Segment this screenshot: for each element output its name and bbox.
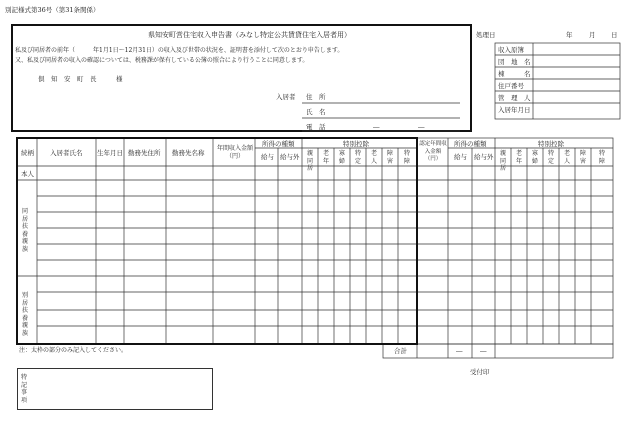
- header-special-deduction: 特別控除: [343, 140, 369, 148]
- total-dash-1: ―: [456, 347, 463, 355]
- header-resident-name: 入居者氏名: [50, 149, 83, 157]
- processing-day: 日: [611, 31, 618, 39]
- sd-col-specific: 特定: [354, 150, 361, 165]
- header-annual-income: 年間収入金額（円）: [216, 145, 253, 160]
- row-group-separate: 別居扶養親族: [21, 292, 28, 337]
- sd-col-elderly: 老人: [370, 150, 377, 165]
- total-dash-2: ―: [480, 347, 487, 355]
- sd-col-disability: 障害: [386, 150, 393, 165]
- admin-row-income-ledger: 収入原簿: [498, 46, 524, 54]
- processing-year: 年: [566, 31, 573, 39]
- declaration-line-1: 私及び同居者の前年（ 年1月1日～12月31日）の収入及び世帯の状況を、証明書を添付して次のとおり申告します。: [15, 47, 344, 54]
- header-non-salary: 給与外: [280, 153, 300, 161]
- header-salary: 給与: [261, 153, 274, 161]
- processing-date-label: 処理日: [476, 31, 496, 39]
- header-birth-date: 生年月日: [97, 149, 123, 157]
- applicant-label: 入居者: [276, 93, 296, 101]
- header-income-type-2: 所得の種類: [454, 140, 487, 148]
- sd2-col-widow: 寡婦: [531, 150, 538, 165]
- sd2-col-parent-cohabit: 親同居: [499, 150, 506, 172]
- header-special-deduction-2: 特別控除: [538, 140, 564, 148]
- sd2-col-specific: 特定: [547, 150, 554, 165]
- sd2-col-special-disability: 特障: [598, 150, 605, 165]
- header-income-type: 所得の種類: [262, 140, 295, 148]
- remarks-label: 特記事項: [20, 374, 27, 404]
- phone-dash-2: ―: [418, 123, 425, 131]
- header-certified-income: 認定年間収入金額（円）: [419, 141, 447, 162]
- note: 注：太枠の部分のみ記入してください。: [19, 347, 128, 354]
- sd2-col-elderly-year: 老年: [515, 150, 522, 165]
- total-label: 合計: [394, 347, 407, 355]
- name-label: 氏 名: [306, 108, 326, 116]
- phone-label: 電 話: [306, 123, 326, 131]
- row-group-cohabitant: 同居扶養親族: [21, 208, 28, 253]
- sd-col-parent-cohabit: 親同居: [306, 150, 313, 172]
- form-title: 県知安町営住宅収入申告書（みなし特定公共賃貸住宅入居者用）: [148, 31, 351, 39]
- form-id: 別記様式第36号（第31条関係）: [5, 6, 100, 14]
- sd2-col-elderly: 老人: [563, 150, 570, 165]
- sd-col-widow: 寡婦: [338, 150, 345, 165]
- declaration-line-2: 又、私及び同居者の収入の確認については、税務課が保有している公簿の照合により行うことに同意します。: [15, 57, 309, 64]
- processing-month: 月: [589, 31, 596, 39]
- remarks-box[interactable]: [17, 368, 213, 410]
- sd-col-elderly-year: 老年: [322, 150, 329, 165]
- admin-row-unit-number: 住戸番号: [498, 82, 524, 90]
- sd-col-special-disability: 特障: [403, 150, 410, 165]
- admin-row-building-name: 棟 名: [498, 70, 531, 78]
- admin-row-move-in-date: 入居年月日: [498, 106, 531, 114]
- addressee: 倶 知 安 町 長 様: [38, 75, 123, 83]
- header-relation: 続柄: [21, 149, 34, 157]
- header-work-address: 勤務先住所: [128, 149, 161, 157]
- admin-row-manager: 管 理 人: [498, 94, 531, 102]
- admin-row-complex-name: 団 地 名: [498, 58, 531, 66]
- row-self: 本人: [21, 170, 34, 178]
- receipt-stamp-label: 受付印: [470, 368, 490, 376]
- header-non-salary-2: 給与外: [474, 153, 494, 161]
- header-work-name: 勤務先名称: [172, 149, 205, 157]
- header-salary-2: 給与: [454, 153, 467, 161]
- sd2-col-disability: 障害: [579, 150, 586, 165]
- phone-dash-1: ―: [373, 123, 380, 131]
- address-label: 住 所: [306, 93, 326, 101]
